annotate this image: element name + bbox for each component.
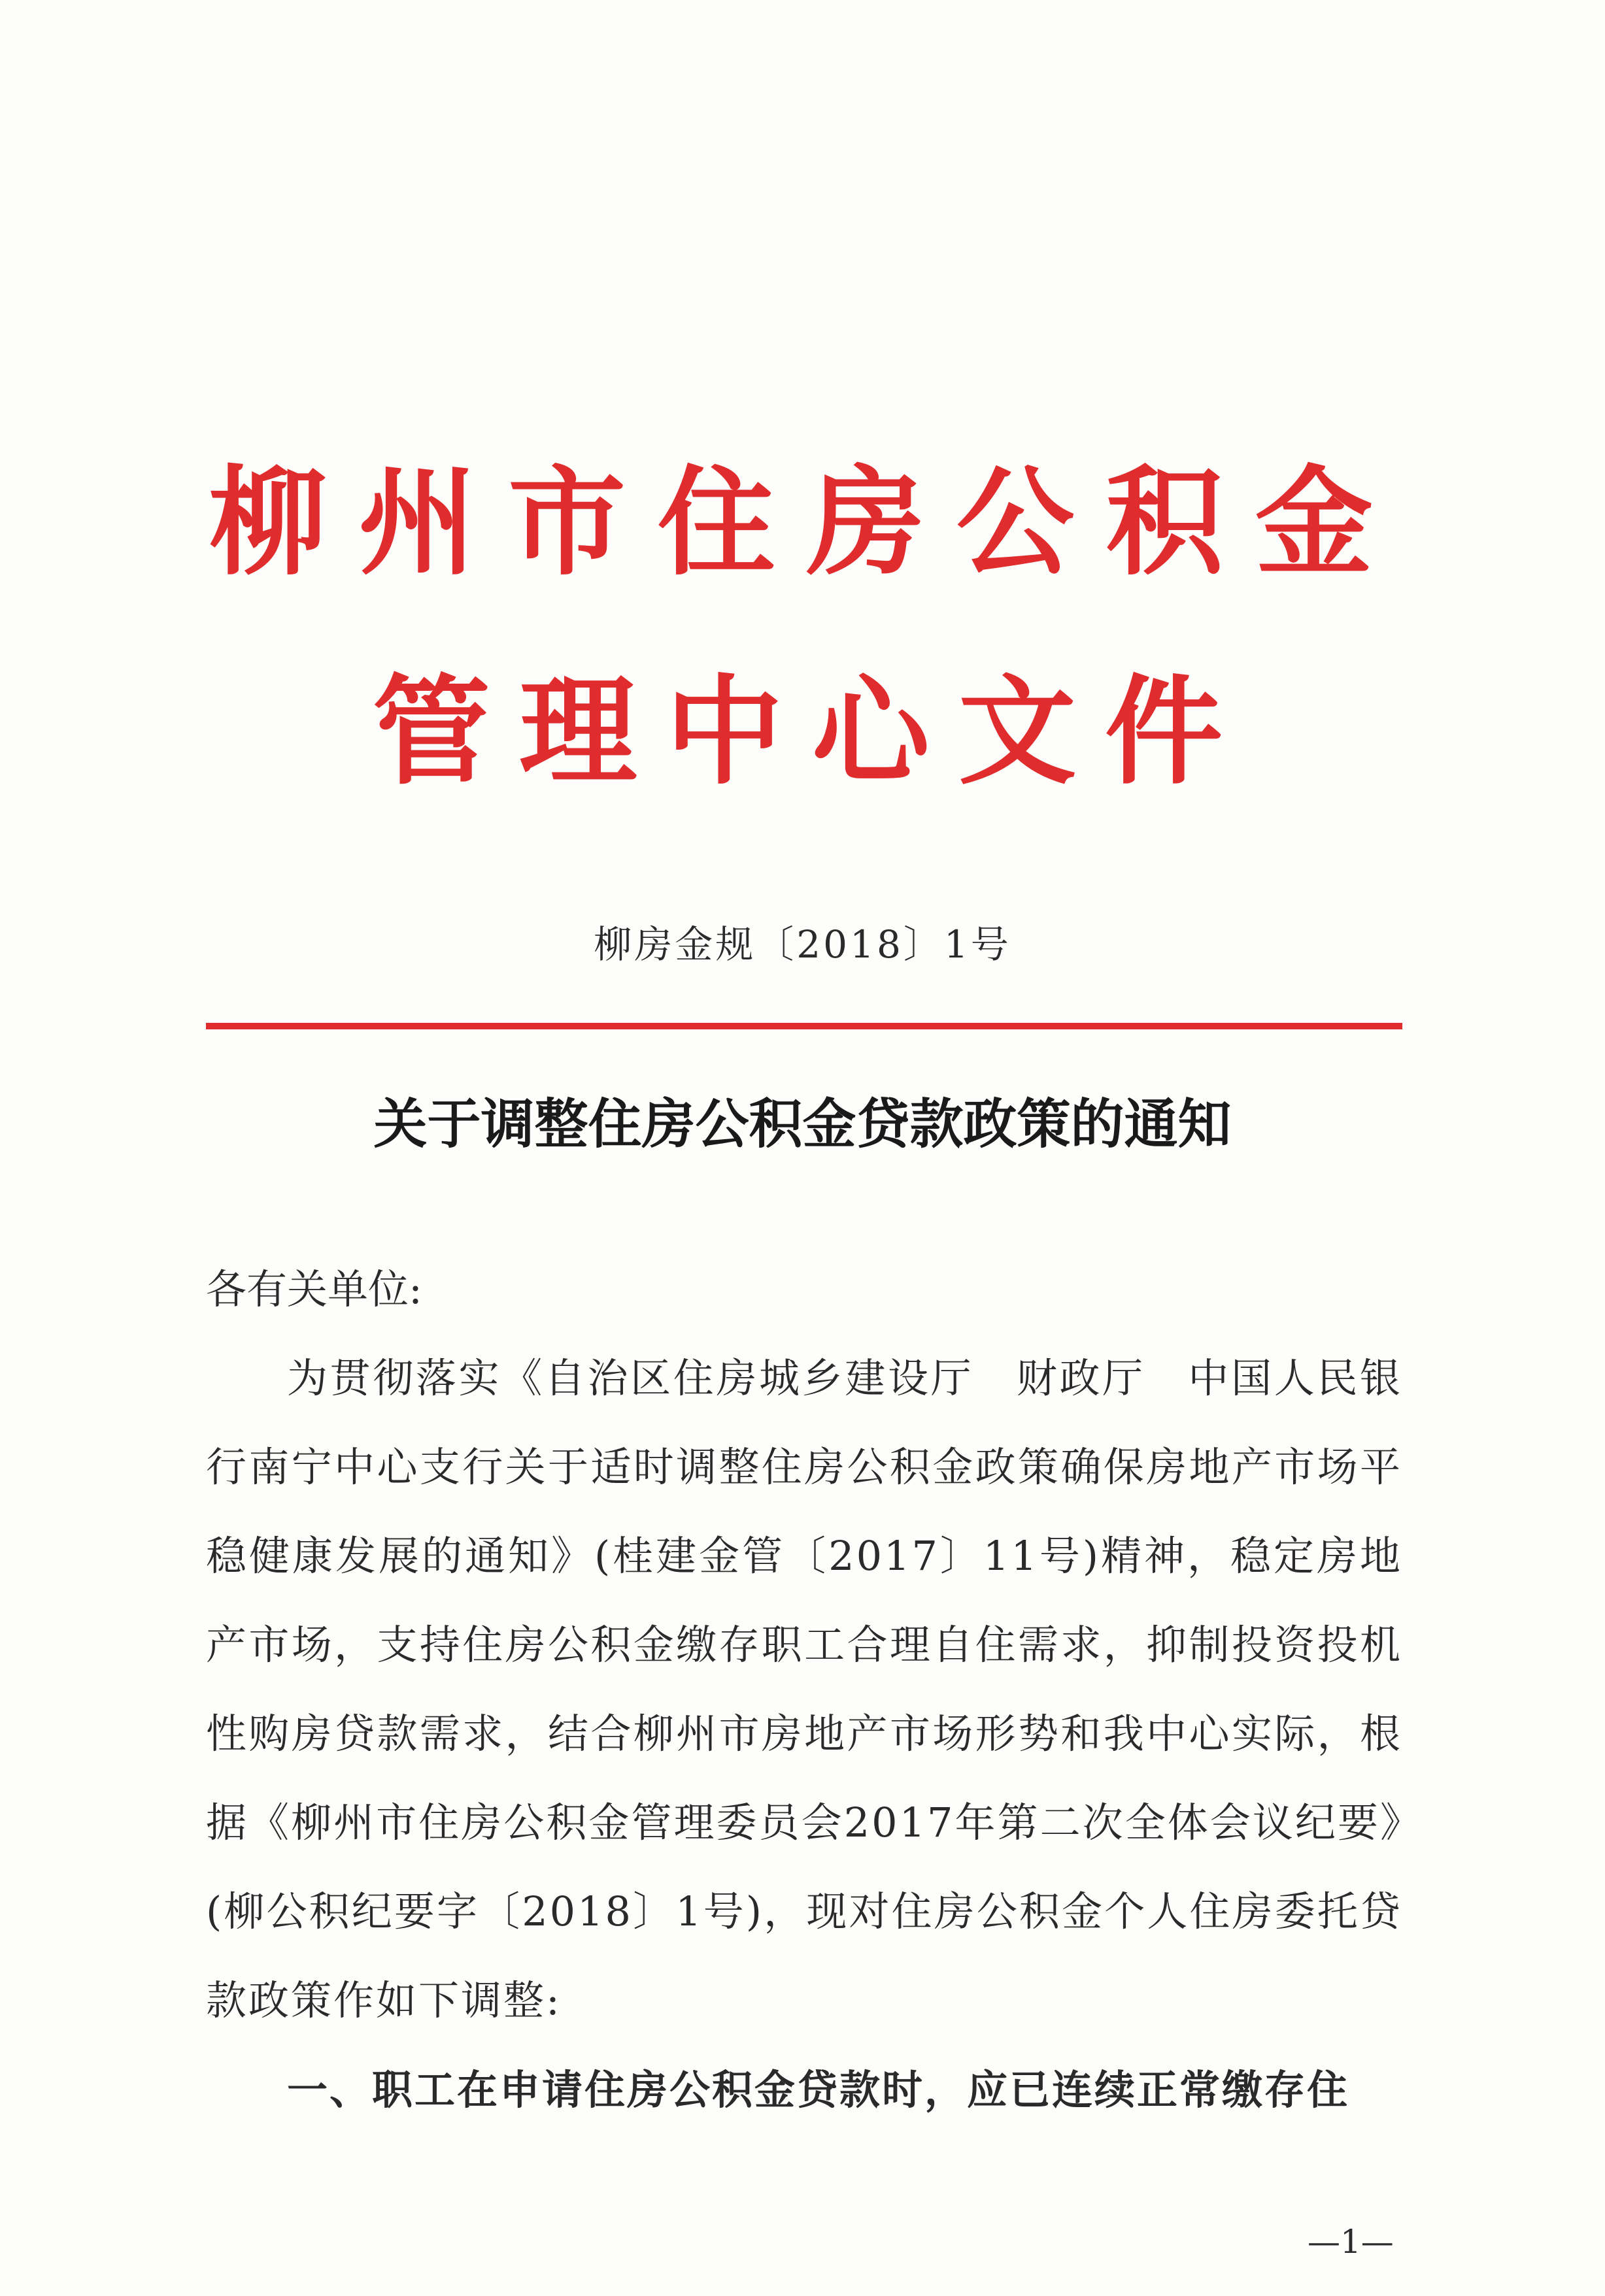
- clause-1: 一、职工在申请住房公积金贷款时，应已连续正常缴存住: [287, 2066, 1350, 2114]
- document-number: 柳房金规〔2018〕1号: [594, 922, 1011, 967]
- body-paragraph: 为贯彻落实《自治区住房城乡建设厅 财政厅 中国人民银行南宁中心支行关于适时调整住房公积金政策确保房地产市场平稳健康发展的通知》(桂建金管〔2017〕11号)精神，稳定房地产市场，支持住房公积金缴存职工合理自住需求，抑制投资投机性购房贷款需求，结合柳州市房地产市场形势和我中心实际，根据《柳州市住房公积金管理委员会2017年第二次全体会议纪要》(柳公积纪要字〔2018〕1号)，现对住房公积金个人住房委托贷款政策作如下调整:: [206, 1354, 1402, 2024]
- page-number: —1—: [1308, 2223, 1394, 2261]
- header-line-1: 柳州市住房公积金: [209, 454, 1373, 591]
- header-line-2: 管理中心文件: [373, 663, 1223, 801]
- salutation: 各有关单位:: [206, 1265, 422, 1313]
- red-divider: [206, 1023, 1402, 1029]
- document-title: 关于调整住房公积金贷款政策的通知: [373, 1093, 1232, 1156]
